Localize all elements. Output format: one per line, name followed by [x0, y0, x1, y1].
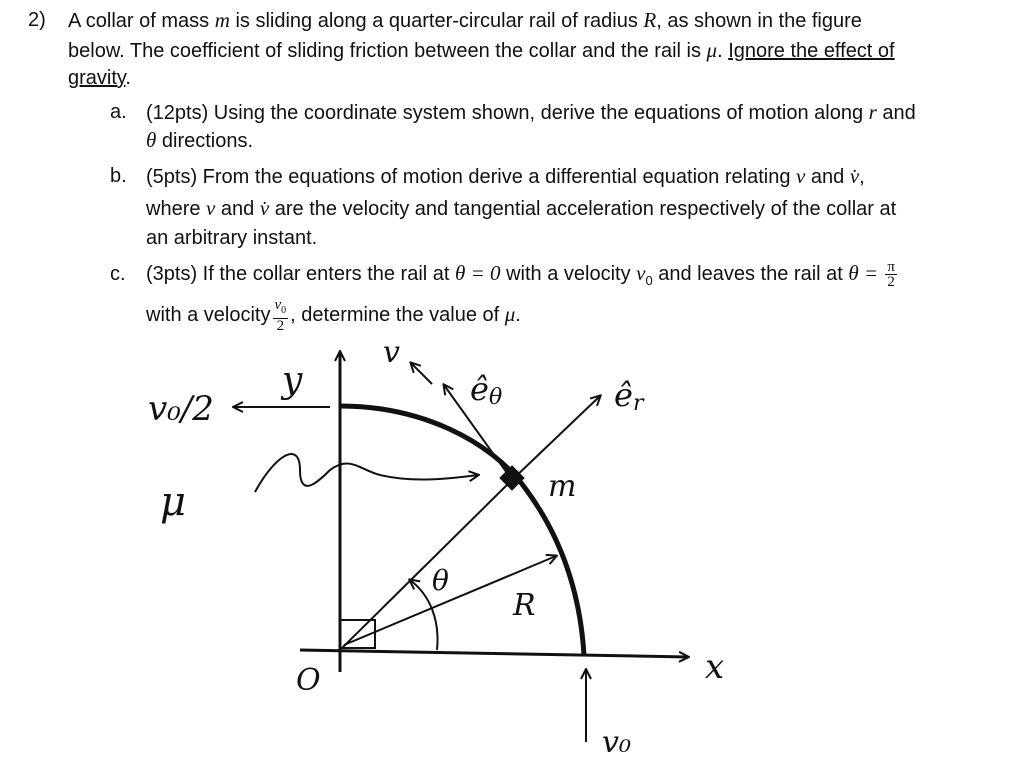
- frac-v-sub: 0: [281, 305, 287, 316]
- part-b-line3: an arbitrary instant.: [146, 227, 318, 249]
- symbol-v0: v: [636, 260, 646, 285]
- part-a-label: a.: [110, 101, 127, 123]
- e-theta-letter: ê: [470, 370, 489, 408]
- frac-v: v: [274, 297, 282, 313]
- label-theta: θ: [432, 564, 449, 597]
- label-R: R: [513, 588, 536, 623]
- subscript-0: 0: [645, 272, 653, 288]
- part-c-text: , determine the value of: [290, 303, 505, 326]
- intro-text: , as shown in the figure: [656, 10, 862, 32]
- part-c-text: and leaves the rail at: [652, 262, 849, 285]
- fraction-numerator: π: [887, 259, 895, 275]
- label-e-theta: [470, 370, 502, 410]
- intro-text: is sliding along a quarter-circular rail of radius: [229, 10, 644, 32]
- theta-equals-zero: θ = 0: [455, 260, 501, 285]
- ignore-gravity-text: Ignore the effect of: [728, 40, 895, 62]
- e-r-subscript: r: [632, 391, 644, 416]
- symbol-m: m: [214, 8, 230, 32]
- symbol-vdot: v̇: [259, 196, 270, 220]
- period: .: [515, 303, 521, 326]
- symbol-mu: μ: [706, 38, 718, 62]
- problem-number: 2): [28, 9, 46, 31]
- label-x: x: [705, 647, 725, 687]
- label-v0-bottom: v₀: [602, 725, 631, 760]
- friction-squiggle-arrow: [255, 454, 478, 492]
- x-axis: [300, 650, 688, 657]
- symbol-vdot: v̇: [849, 164, 860, 188]
- part-a-text: (12pts) Using the coordinate system shown, derive the equations of motion along: [146, 102, 869, 124]
- part-b-label: b.: [110, 165, 127, 187]
- part-b-text: (5pts) From the equations of motion derive a differential equation relating: [146, 166, 796, 188]
- symbol-R: R: [643, 8, 657, 32]
- intro-text: A collar of mass: [68, 10, 215, 32]
- part-c-text: with a velocity: [146, 303, 271, 326]
- label-O: O: [296, 663, 321, 698]
- symbol-mu: μ: [504, 301, 516, 326]
- gravity-word: gravity: [68, 67, 126, 89]
- intro-text: below. The coefficient of sliding friction between the collar and the rail is: [68, 40, 707, 62]
- symbol-theta: θ: [146, 128, 157, 152]
- fraction-denominator: 2: [887, 274, 895, 290]
- e-r-arrow: [512, 396, 600, 480]
- symbol-v: v: [206, 196, 216, 220]
- e-r-letter: ê: [614, 376, 633, 414]
- label-v-top: v: [383, 335, 400, 370]
- label-y: y: [282, 360, 303, 401]
- fraction-denominator: 2: [276, 318, 285, 334]
- label-v0-half: v₀/2: [148, 389, 214, 429]
- symbol-v: v: [796, 164, 806, 188]
- radius-line-to-collar: [342, 480, 512, 648]
- period: .: [125, 67, 131, 89]
- part-c-label: c.: [110, 263, 126, 285]
- label-m: m: [548, 469, 577, 504]
- label-e-r: [614, 376, 645, 416]
- part-b-text: ,: [859, 166, 865, 188]
- part-c-text: with a velocity: [500, 262, 637, 285]
- part-a-text: and: [876, 102, 916, 124]
- symbol-r: r: [868, 100, 877, 124]
- label-mu: μ: [160, 479, 186, 525]
- part-b-text: and: [805, 166, 850, 188]
- e-theta-subscript: θ: [488, 385, 503, 410]
- part-c-text: (3pts) If the collar enters the rail at: [146, 262, 456, 285]
- part-b-text: where: [146, 198, 207, 220]
- theta-equals: θ =: [848, 260, 884, 285]
- velocity-arrow: [411, 363, 432, 384]
- part-a-text: directions.: [156, 130, 254, 152]
- part-b-text: are the velocity and tangential acceleration respectively of the collar at: [269, 198, 897, 220]
- intro-text: .: [717, 40, 729, 62]
- part-b-text: and: [215, 198, 260, 220]
